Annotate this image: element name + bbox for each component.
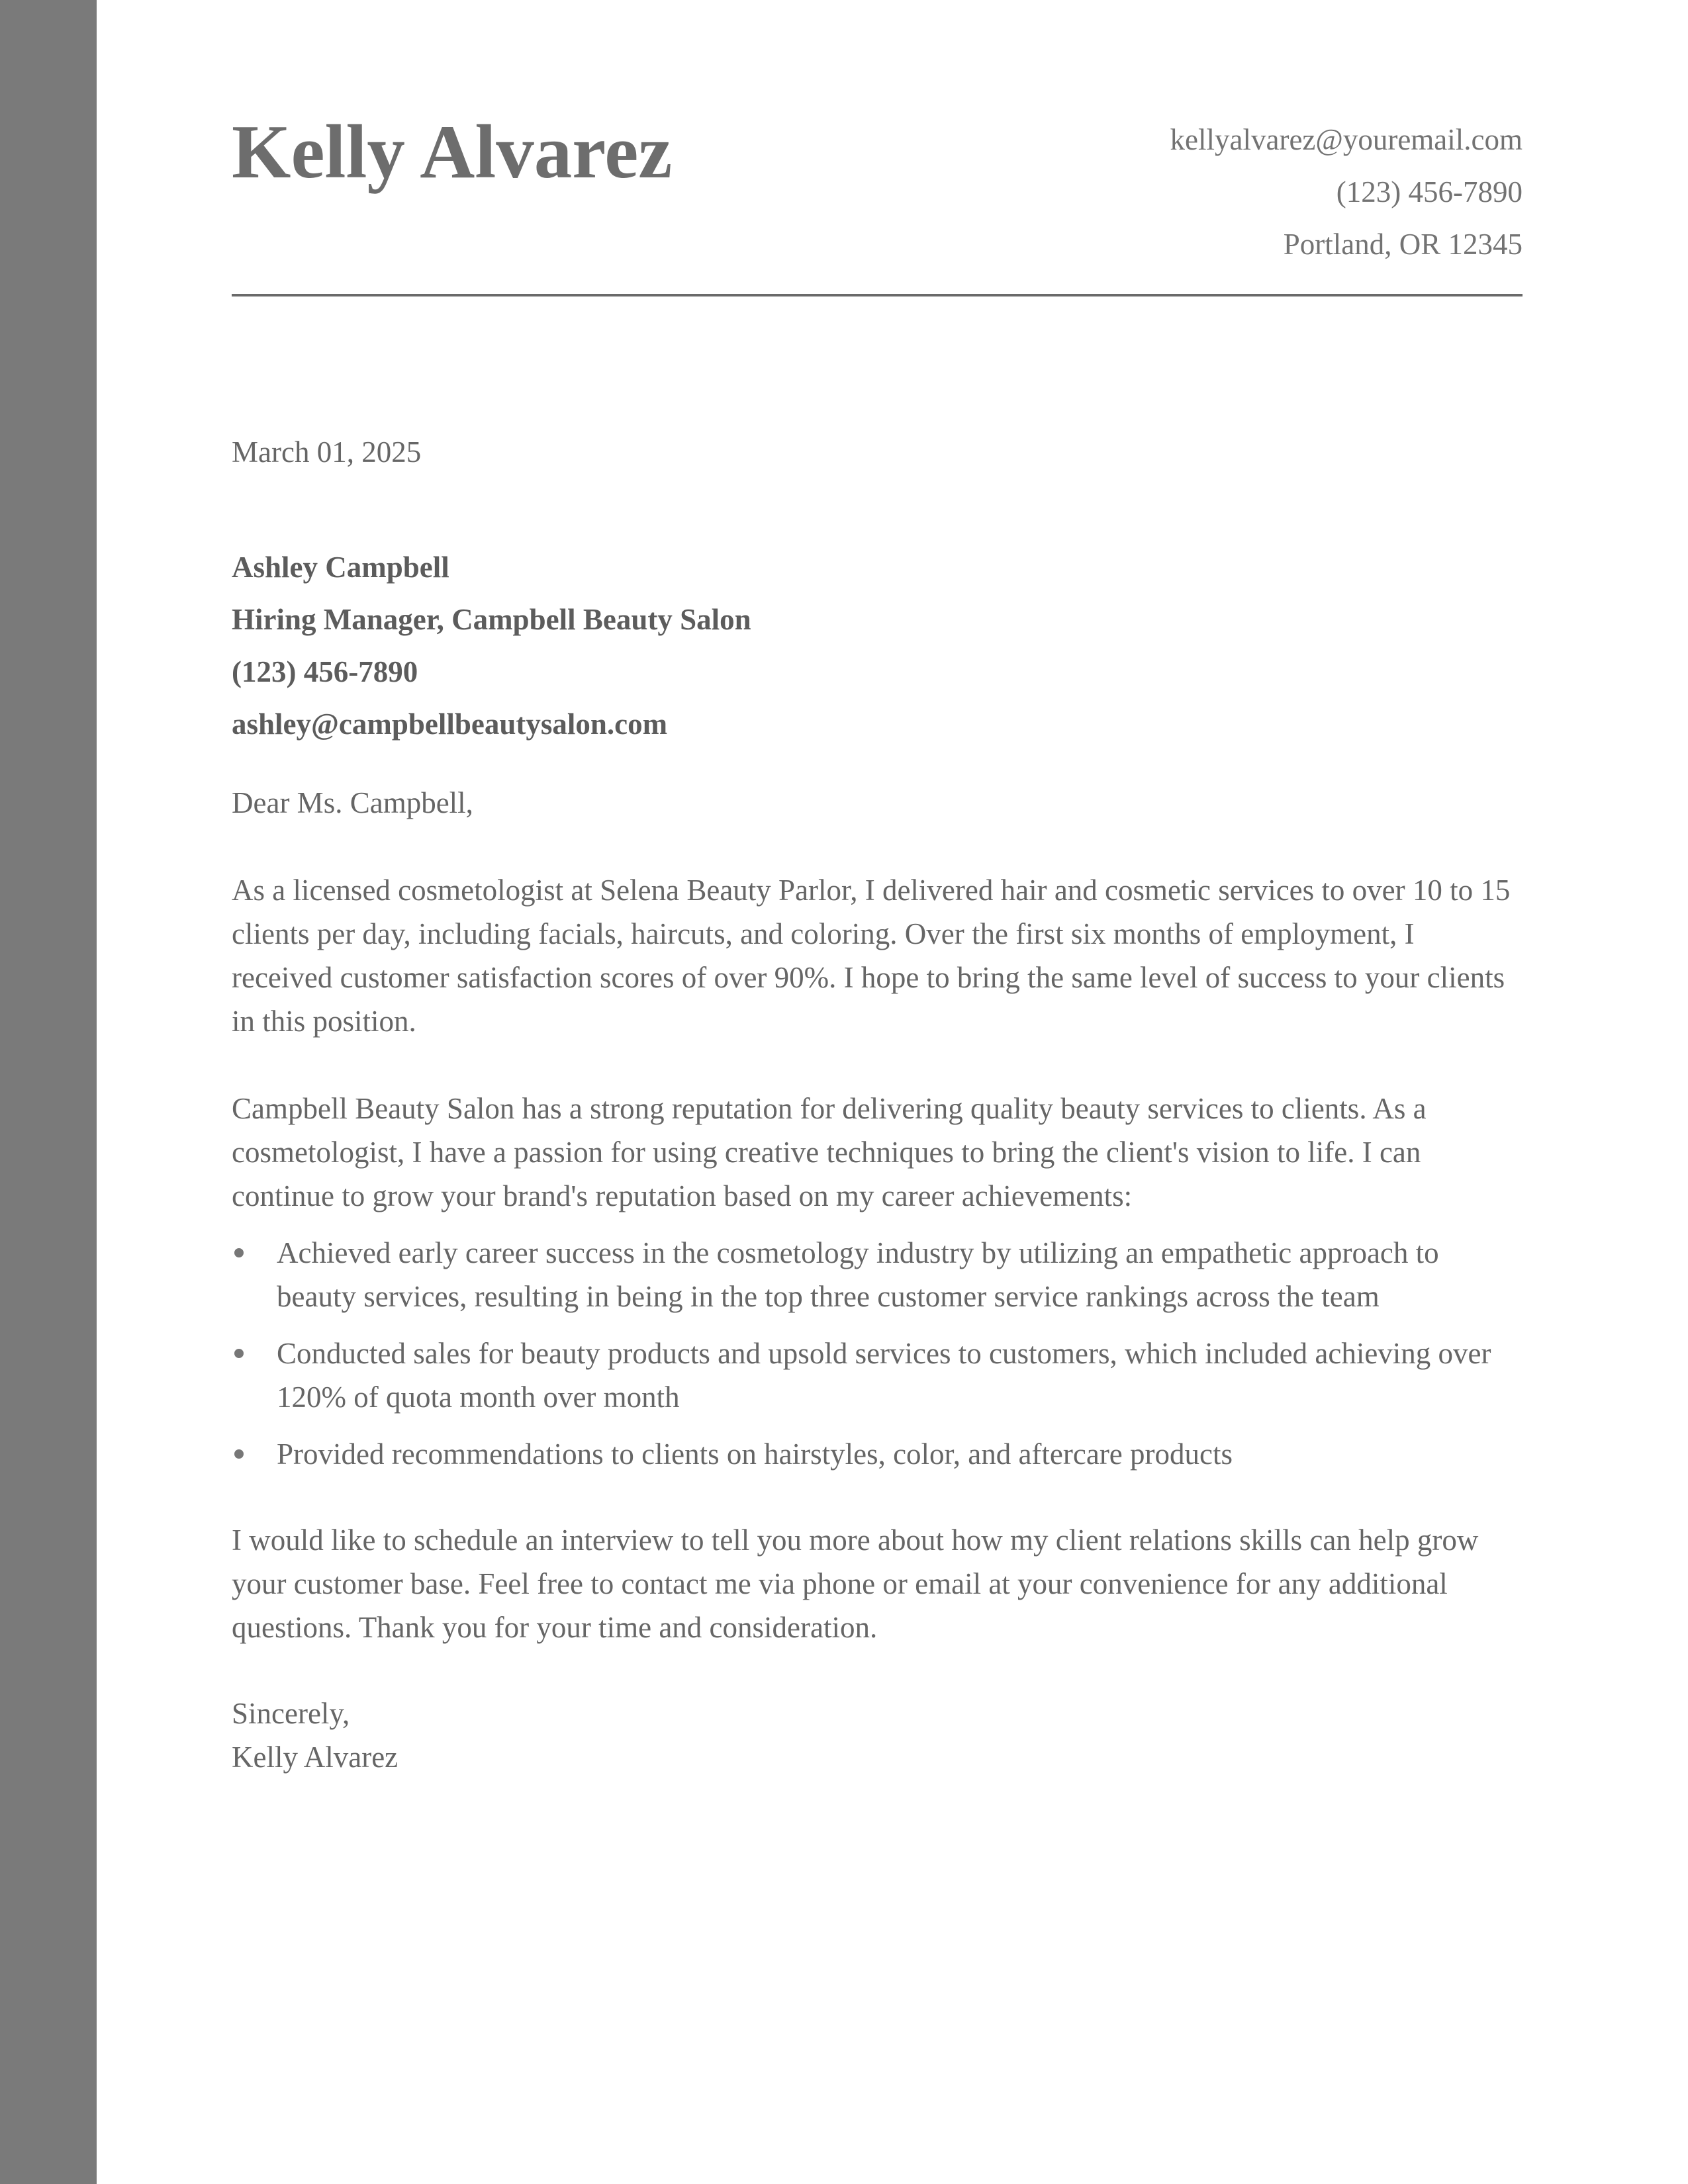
recipient-name: Ashley Campbell — [232, 551, 449, 584]
sender-email: kellyalvarez@youremail.com — [1170, 123, 1523, 156]
paragraph-company: Campbell Beauty Salon has a strong reputation for delivering quality beauty services to clients. As a cosmetologist, I have a passion for using creative techniques to bring the client's vision to life. I can continue to grow your brand's reputation based on my career achievements: — [232, 1092, 1427, 1212]
achievements-list — [232, 1231, 1523, 1476]
salutation: Dear Ms. Campbell, — [232, 786, 473, 819]
bullet-icon — [234, 1449, 244, 1459]
paragraph-intro: As a licensed cosmetologist at Selena Beauty Parlor, I delivered hair and cosmetic services to over 10 to 15 clients per day, including facials, haircuts, and coloring. Over the first six months of employment, I received customer satisfaction scores of over 90%. I hope to bring the same level of success to your clients in this position. — [232, 874, 1511, 1038]
header-divider — [232, 294, 1523, 296]
signoff-block — [232, 1692, 1523, 1779]
achievement-text: Achieved early career success in the cosmetology industry by utilizing an empathetic approach to beauty services, resulting in being in the top three customer service rankings across the team — [277, 1236, 1439, 1313]
list-item — [232, 1432, 1523, 1476]
sender-name: Kelly Alvarez — [232, 110, 673, 194]
letter-body — [232, 430, 1523, 1779]
signoff-closing: Sincerely, — [232, 1697, 350, 1730]
recipient-email: ashley@campbellbeautysalon.com — [232, 707, 668, 741]
decorative-sidebar — [0, 0, 97, 2184]
sender-contact-block — [1170, 114, 1523, 271]
recipient-phone: (123) 456-7890 — [232, 655, 418, 688]
signoff-name: Kelly Alvarez — [232, 1741, 399, 1774]
bullet-icon — [234, 1248, 244, 1257]
list-item — [232, 1332, 1523, 1419]
achievement-text: Conducted sales for beauty products and upsold services to customers, which included achieving over 120% of quota month over month — [277, 1337, 1491, 1414]
sender-phone: (123) 456-7890 — [1336, 175, 1523, 208]
letter-date: March 01, 2025 — [232, 435, 422, 469]
list-item — [232, 1231, 1523, 1318]
sender-location: Portland, OR 12345 — [1283, 228, 1523, 261]
paragraph-closing: I would like to schedule an interview to tell you more about how my client relations skills can help grow your customer base. Feel free to contact me via phone or email at your convenience for any additional questions. Thank you for your time and consideration. — [232, 1524, 1479, 1644]
bullet-icon — [234, 1349, 244, 1358]
recipient-block — [232, 541, 1523, 751]
recipient-title: Hiring Manager, Campbell Beauty Salon — [232, 603, 751, 636]
achievement-text: Provided recommendations to clients on hairstyles, color, and aftercare products — [277, 1437, 1233, 1471]
